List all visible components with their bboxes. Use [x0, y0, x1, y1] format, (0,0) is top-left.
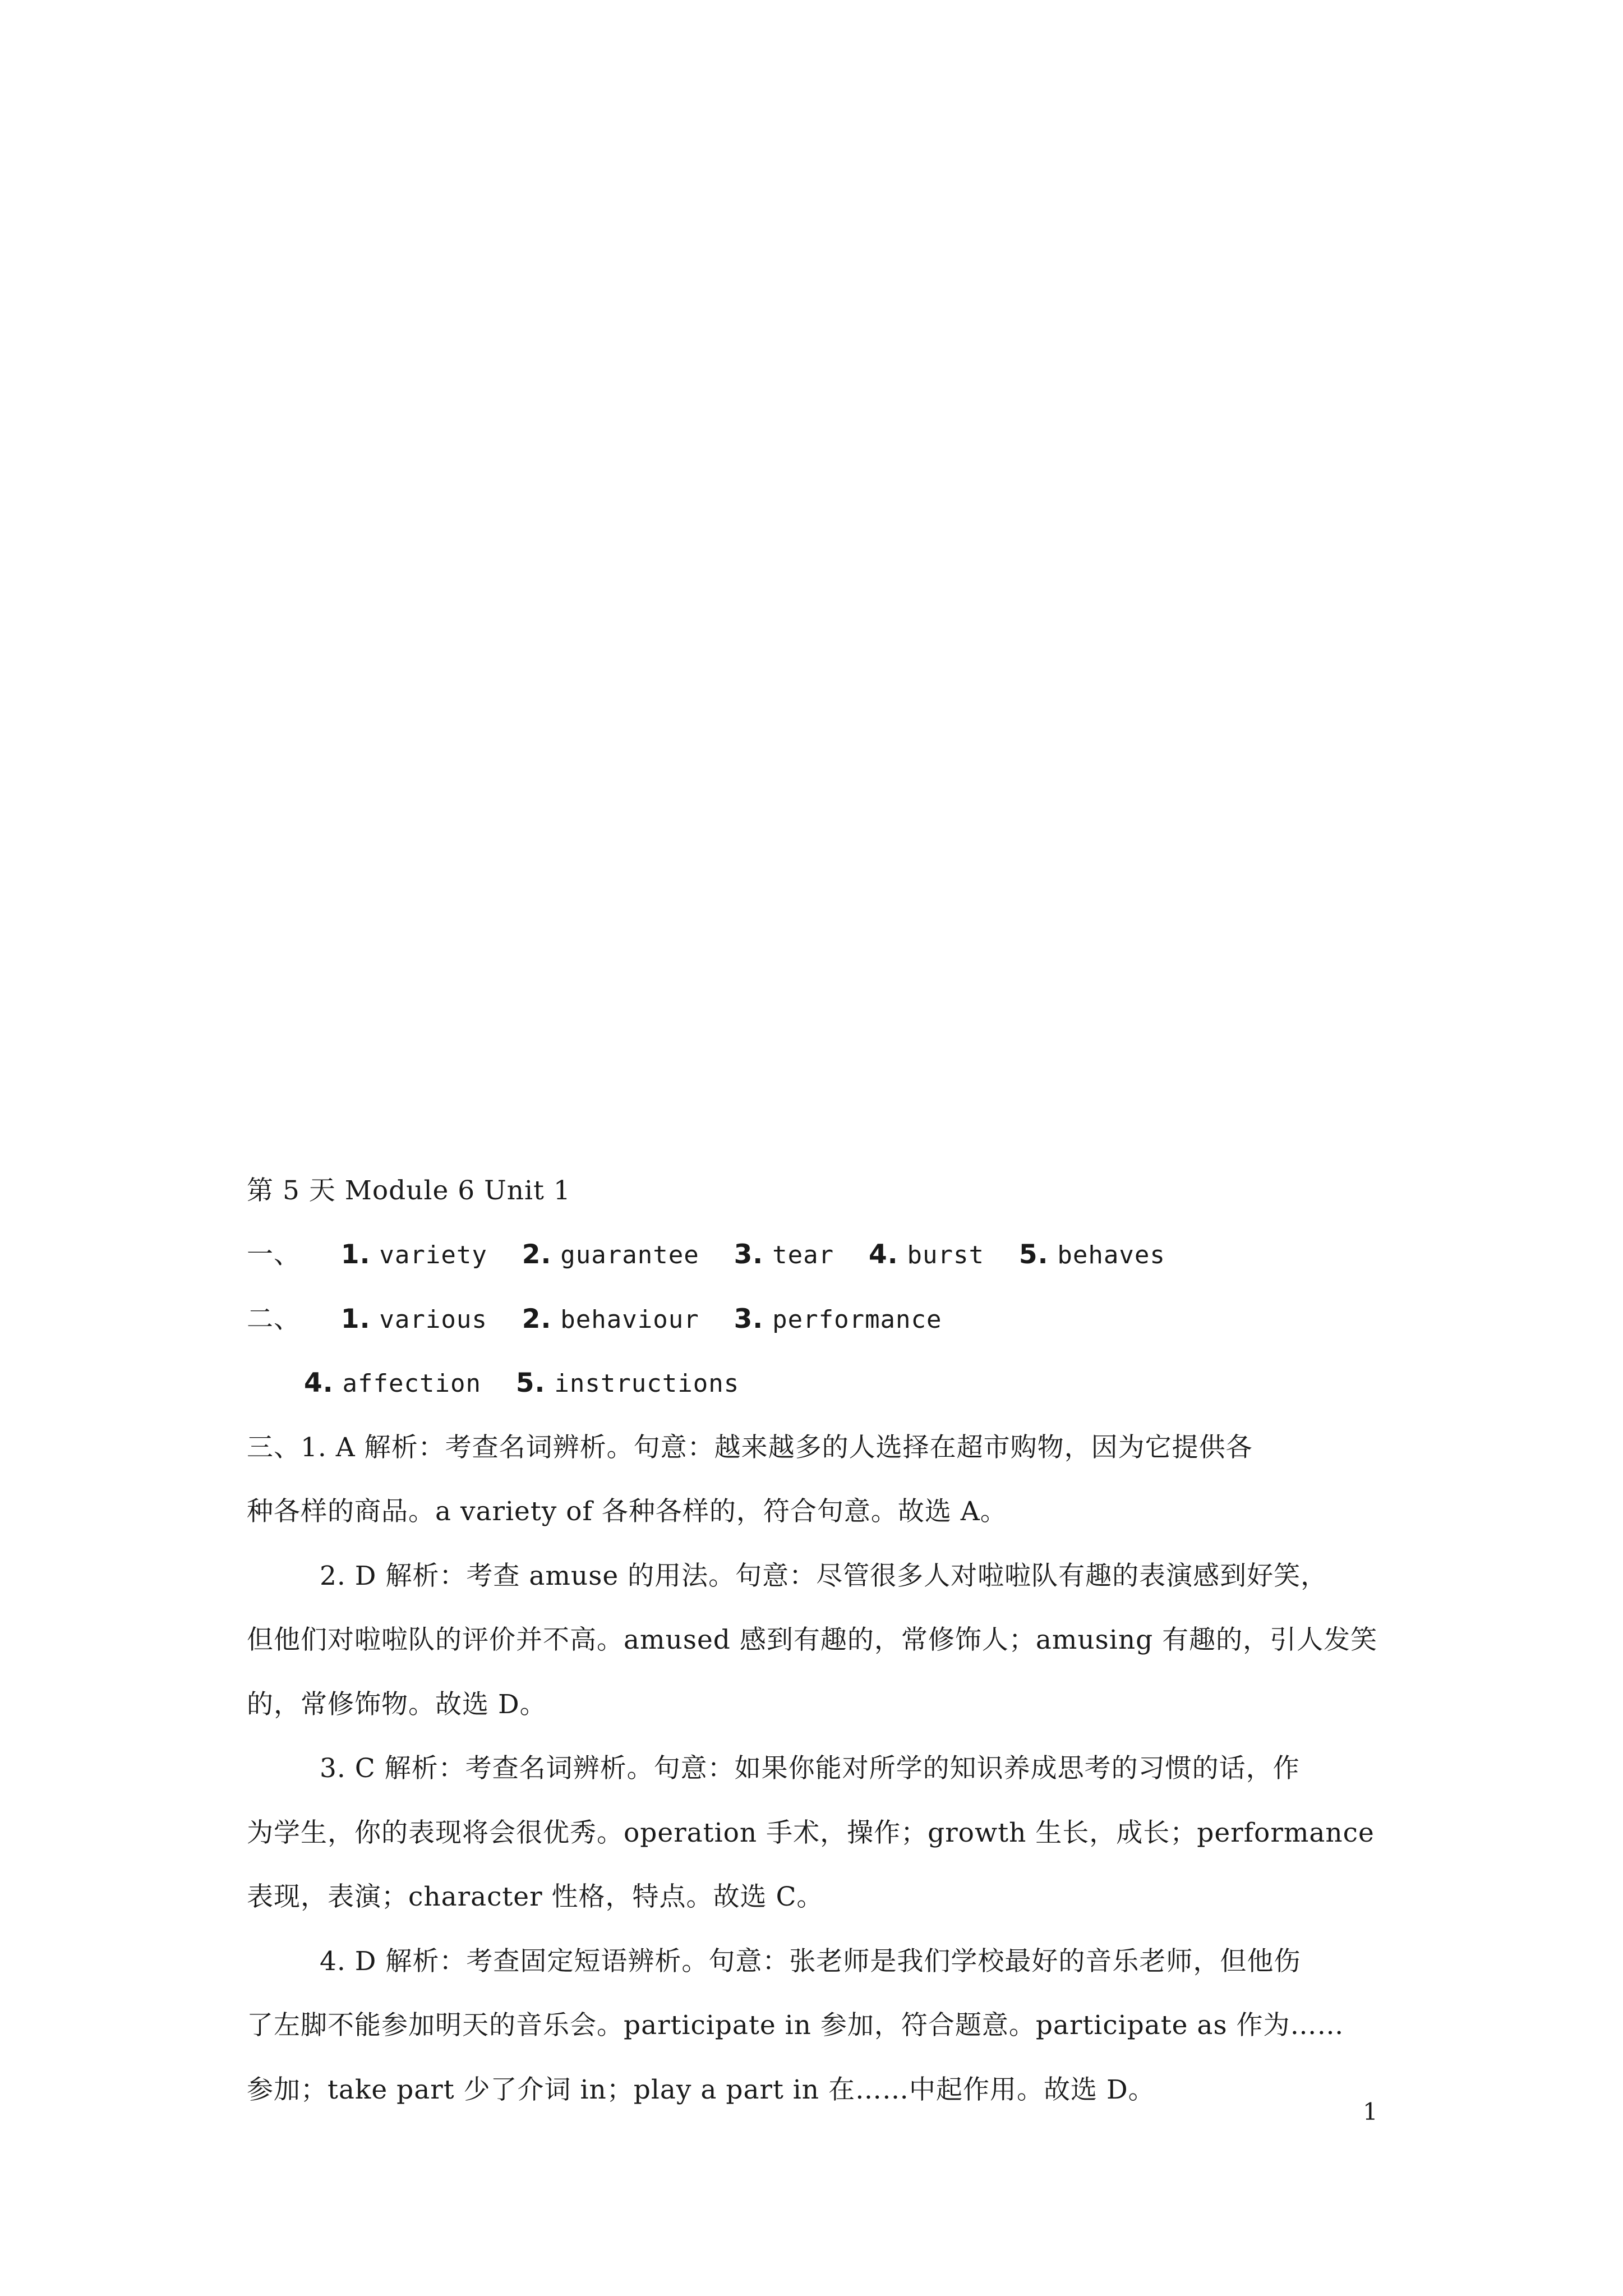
day-heading: 第 5 天 Module 6 Unit 1 [247, 1175, 571, 1206]
q2-explanation-line-1: 2. D 解析：考查 amuse 的用法。句意：尽管很多人对啦啦队有趣的表演感到好笑， [320, 1561, 1328, 1591]
answer-word: tear [772, 1241, 834, 1269]
answer-word: various [379, 1305, 487, 1334]
answer-number: 4. [304, 1368, 334, 1398]
q1-explanation-line-1: 三、1. A 解析：考查名词辨析。句意：越来越多的人选择在超市购物，因为它提供各 [247, 1432, 1253, 1463]
answer-word: guarantee [560, 1241, 699, 1269]
answer-word: affection [342, 1369, 481, 1398]
answer-word: behaviour [560, 1305, 699, 1334]
answer-number: 5. [1018, 1239, 1049, 1270]
q2-explanation-line-3: 的，常修饰物。故选 D。 [247, 1689, 547, 1720]
answer-number: 1. [340, 1304, 371, 1335]
q4-explanation-line-3: 参加；take part 少了介词 in；play a part in 在……中起作用。故选 D。 [247, 2074, 1155, 2105]
answer-word: burst [907, 1241, 984, 1269]
section-2-answers-line-1 [247, 1303, 942, 1337]
section-1-prefix: 一、 [247, 1239, 301, 1270]
q1-explanation-line-2: 种各样的商品。a variety of 各种各样的，符合句意。故选 A。 [247, 1496, 1007, 1527]
q2-explanation-line-2: 但他们对啦啦队的评价并不高。amused 感到有趣的，常修饰人；amusing 有趣的，引人发笑 [247, 1625, 1378, 1655]
answer-number: 4. [869, 1239, 898, 1270]
answer-number: 3. [734, 1239, 764, 1270]
answer-number: 2. [522, 1239, 552, 1270]
q3-explanation-line-3: 表现，表演；character 性格，特点。故选 C。 [247, 1881, 824, 1912]
section-2-prefix: 二、 [247, 1304, 301, 1335]
answer-number: 3. [734, 1304, 764, 1335]
answer-number: 2. [522, 1304, 552, 1335]
q3-explanation-line-1: 3. C 解析：考查名词辨析。句意：如果你能对所学的知识养成思考的习惯的话，作 [320, 1753, 1300, 1784]
answer-word: behaves [1057, 1241, 1165, 1269]
page-number: 1 [1363, 2098, 1378, 2125]
answer-word: instructions [554, 1369, 740, 1398]
answer-number: 5. [515, 1368, 546, 1398]
answer-word: performance [772, 1305, 942, 1334]
section-2-answers-line-2 [304, 1366, 739, 1401]
q4-explanation-line-1: 4. D 解析：考查固定短语辨析。句意：张老师是我们学校最好的音乐老师，但他伤 [320, 1946, 1301, 1977]
q3-explanation-line-2: 为学生，你的表现将会很优秀。operation 手术，操作；growth 生长，成长；performance [247, 1818, 1375, 1848]
answer-word: variety [379, 1241, 487, 1269]
answer-number: 1. [340, 1239, 371, 1270]
q4-explanation-line-2: 了左脚不能参加明天的音乐会。participate in 参加，符合题意。participate as 作为…… [247, 2010, 1344, 2041]
section-1-answers [247, 1238, 1165, 1272]
